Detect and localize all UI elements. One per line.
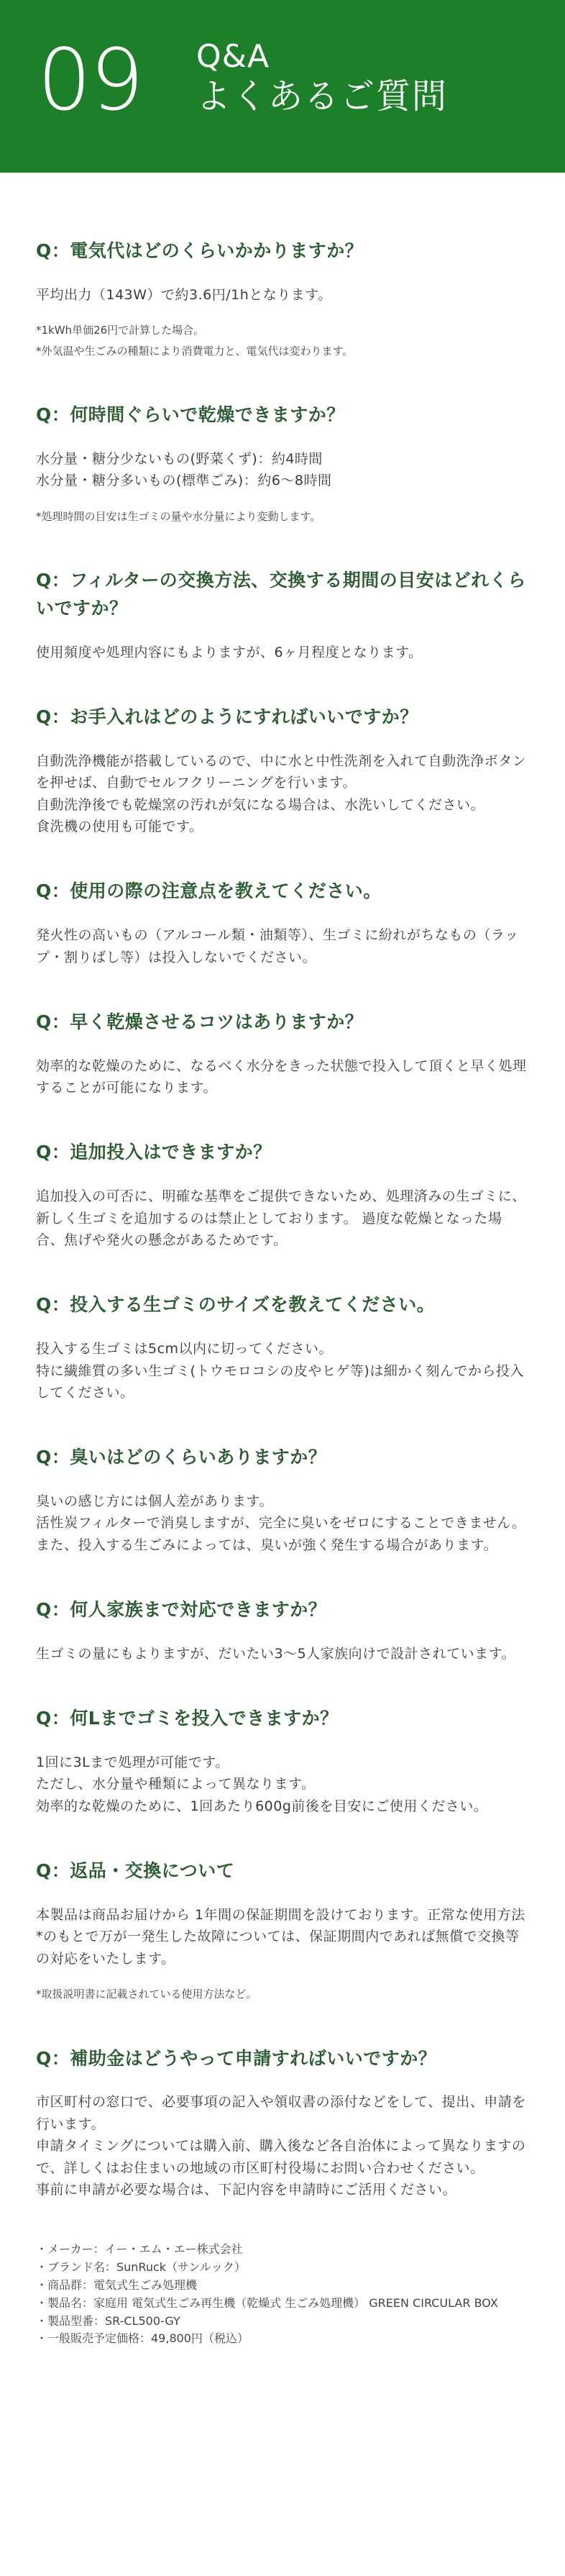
faq-question: Q：何時間ぐらいで乾燥できますか？ [36, 404, 345, 426]
faq-answer [36, 2091, 529, 2200]
faq-list [36, 237, 529, 2200]
faq-answer-line: 水分量・糖分少ないもの(野菜くず)：約4時間 [36, 450, 323, 467]
faq-question: Q：使用の際の注意点を教えてください。 [36, 880, 382, 902]
faq-answer-line: 効率的な乾燥のために、1回あたり600g前後を目安にご使用ください。 [36, 1798, 488, 1814]
faq-question: Q：追加投入はできますか？ [36, 1142, 272, 1163]
faq-answer-line: ただし、水分量や種類によって異なります。 [36, 1776, 316, 1793]
section-header [0, 0, 565, 173]
faq-answer-line: 事前に申請が必要な場合は、下記内容を申請時にご活用ください。 [36, 2182, 457, 2198]
faq-note-line: *1kWh単価26円で計算した場合。 [36, 324, 205, 337]
faq-question: Q：補助金はどうやって申請すればいいですか？ [36, 2047, 437, 2069]
faq-answer-line: 自動洗浄後でも乾燥窯の汚れが気になる場合は、水洗いしてください。 [36, 796, 485, 813]
faq-answer-line: 自動洗浄機能が搭載しているので、中に水と中性洗剤を入れて自動洗浄ボタンを押せば、自動でセルフクリーニングを行います。 [36, 752, 527, 791]
faq-question: Q：何人家族まで対応できますか？ [36, 1599, 327, 1621]
faq-note-line: *取扱説明書に記載されている使用方法など。 [36, 1988, 257, 2001]
faq-answer [36, 1752, 529, 1817]
faq-answer [36, 1338, 529, 1403]
faq-item [36, 1009, 529, 1099]
faq-answer-line: 効率的な乾燥のために、なるべく水分をきった状態で投入して頂くと早く処理することが可能になります。 [36, 1057, 527, 1096]
faq-answer-line: 特に繊維質の多い生ゴミ(トウモロコシの皮やヒゲ等)は細かく刻んでから投入してください。 [36, 1362, 524, 1401]
faq-answer [36, 750, 529, 838]
faq-item [36, 704, 529, 837]
product-spec-list [36, 2241, 529, 2348]
faq-item [36, 1857, 529, 2004]
faq-item [36, 1139, 529, 1251]
faq-answer-line: 1回に3Lまで処理が可能です。 [36, 1754, 229, 1771]
faq-answer-line: 平均出力（143W）で約3.6円/1hとなります。 [36, 286, 332, 303]
faq-question: Q：フィルターの交換方法、交換する期間の目安はどれくらいですか？ [36, 570, 526, 619]
faq-item [36, 567, 529, 663]
faq-answer [36, 1643, 529, 1665]
section-number: 09 [37, 30, 143, 129]
faq-answer-line: 水分量・糖分多いもの(標準ごみ)：約6〜8時間 [36, 473, 332, 489]
faq-answer-line: 発火性の高いもの（アルコール類・油類等）、生ゴミに紛れがちなもの（ラップ・割りばし等）は投入しないでください。 [36, 927, 519, 965]
faq-answer-line: 追加投入の可否に、明確な基準をご提供できないため、処理済みの生ゴミに、新しく生ゴミを追加するのは禁止としております。 過度な乾燥となった場合、焦げや発火の懸念があるためです。 [36, 1188, 526, 1248]
faq-note [36, 1984, 529, 2005]
product-spec-item: ・商品群：電気式生ごみ処理機 [36, 2277, 198, 2292]
faq-question: Q：電気代はどのくらいかかりますか？ [36, 240, 364, 261]
faq-note-line: *処理時間の目安は生ゴミの量や水分量により変動します。 [36, 509, 321, 523]
faq-answer-line: 活性炭フィルターで消臭しますが、完全に臭いをゼロにすることできません。また、投入する生ごみによっては、臭いが強く発生する場合があります。 [36, 1515, 526, 1553]
faq-item [36, 401, 529, 527]
section-title [196, 40, 448, 119]
faq-answer [36, 284, 529, 306]
faq-item [36, 1444, 529, 1556]
faq-answer [36, 1055, 529, 1099]
faq-content [0, 173, 565, 2348]
faq-answer-line: 生ゴミの量にもよりますが、だいたい3〜5人家族向けで設計されています。 [36, 1645, 516, 1662]
product-spec-item: ・一般販売予定価格：49,800円（税込） [36, 2331, 249, 2346]
faq-answer [36, 448, 529, 492]
section-title-line1: Q&A [196, 38, 270, 75]
faq-item [36, 878, 529, 968]
faq-answer [36, 924, 529, 968]
section-title-line2: よくあるご質問 [196, 76, 449, 117]
faq-note [36, 320, 529, 361]
faq-answer-line: 食洗機の使用も可能です。 [36, 818, 203, 834]
product-spec-item: ・メーカー：イー・エム・エー株式会社 [36, 2242, 243, 2257]
faq-answer-line: 本製品は商品お届けから 1年間の保証期間を設けております。正常な使用方法*のもとで万が一発生した故障については、保証期間内であれば無償で交換等の対応をいたします。 [36, 1907, 525, 1967]
faq-answer-line: 臭いの感じ方には個人差があります。 [36, 1493, 273, 1510]
faq-item [36, 1705, 529, 1817]
faq-item [36, 1291, 529, 1403]
product-spec-item: ・製品型番：SR-CL500-GY [36, 2313, 180, 2328]
faq-item [36, 1596, 529, 1665]
faq-question: Q：返品・交換について [36, 1860, 235, 1882]
faq-question: Q：何Lまでゴミを投入できますか？ [36, 1708, 339, 1729]
product-spec-item: ・ブランド名：SunRuck（サンルック） [36, 2260, 246, 2275]
faq-note [36, 506, 529, 527]
faq-item [36, 2045, 529, 2201]
faq-answer [36, 642, 529, 663]
faq-note-line: *外気温や生ごみの種類により消費電力と、電気代は変わります。 [36, 344, 354, 358]
faq-answer-line: 投入する生ゴミは5cm以内に切ってください。 [36, 1341, 334, 1357]
faq-answer [36, 1904, 529, 1970]
faq-answer-line: 市区町村の窓口で、必要事項の記入や領収書の添付などをして、提出、申請を行います。 [36, 2094, 526, 2132]
faq-question: Q：早く乾燥させるコツはありますか？ [36, 1011, 364, 1032]
faq-question: Q：お手入れはどのようにすればいいですか？ [36, 706, 418, 728]
faq-answer [36, 1490, 529, 1556]
faq-item [36, 237, 529, 361]
faq-answer [36, 1185, 529, 1251]
faq-answer-line: 申請タイミングについては購入前、購入後など各自治体によって異なりますので、詳しくはお住まいの地域の市区町村役場にお問い合わせください。 [36, 2138, 526, 2176]
faq-question: Q：臭いはどのくらいありますか？ [36, 1447, 327, 1468]
product-spec-item: ・製品名：家庭用 電気式生ごみ再生機（乾燥式 生ごみ処理機） GREEN CIRCULAR BOX [36, 2295, 498, 2310]
faq-answer-line: 使用頻度や処理内容にもよりますが、6ヶ月程度となります。 [36, 644, 423, 660]
faq-question: Q：投入する生ゴミのサイズを教えてください。 [36, 1294, 436, 1316]
